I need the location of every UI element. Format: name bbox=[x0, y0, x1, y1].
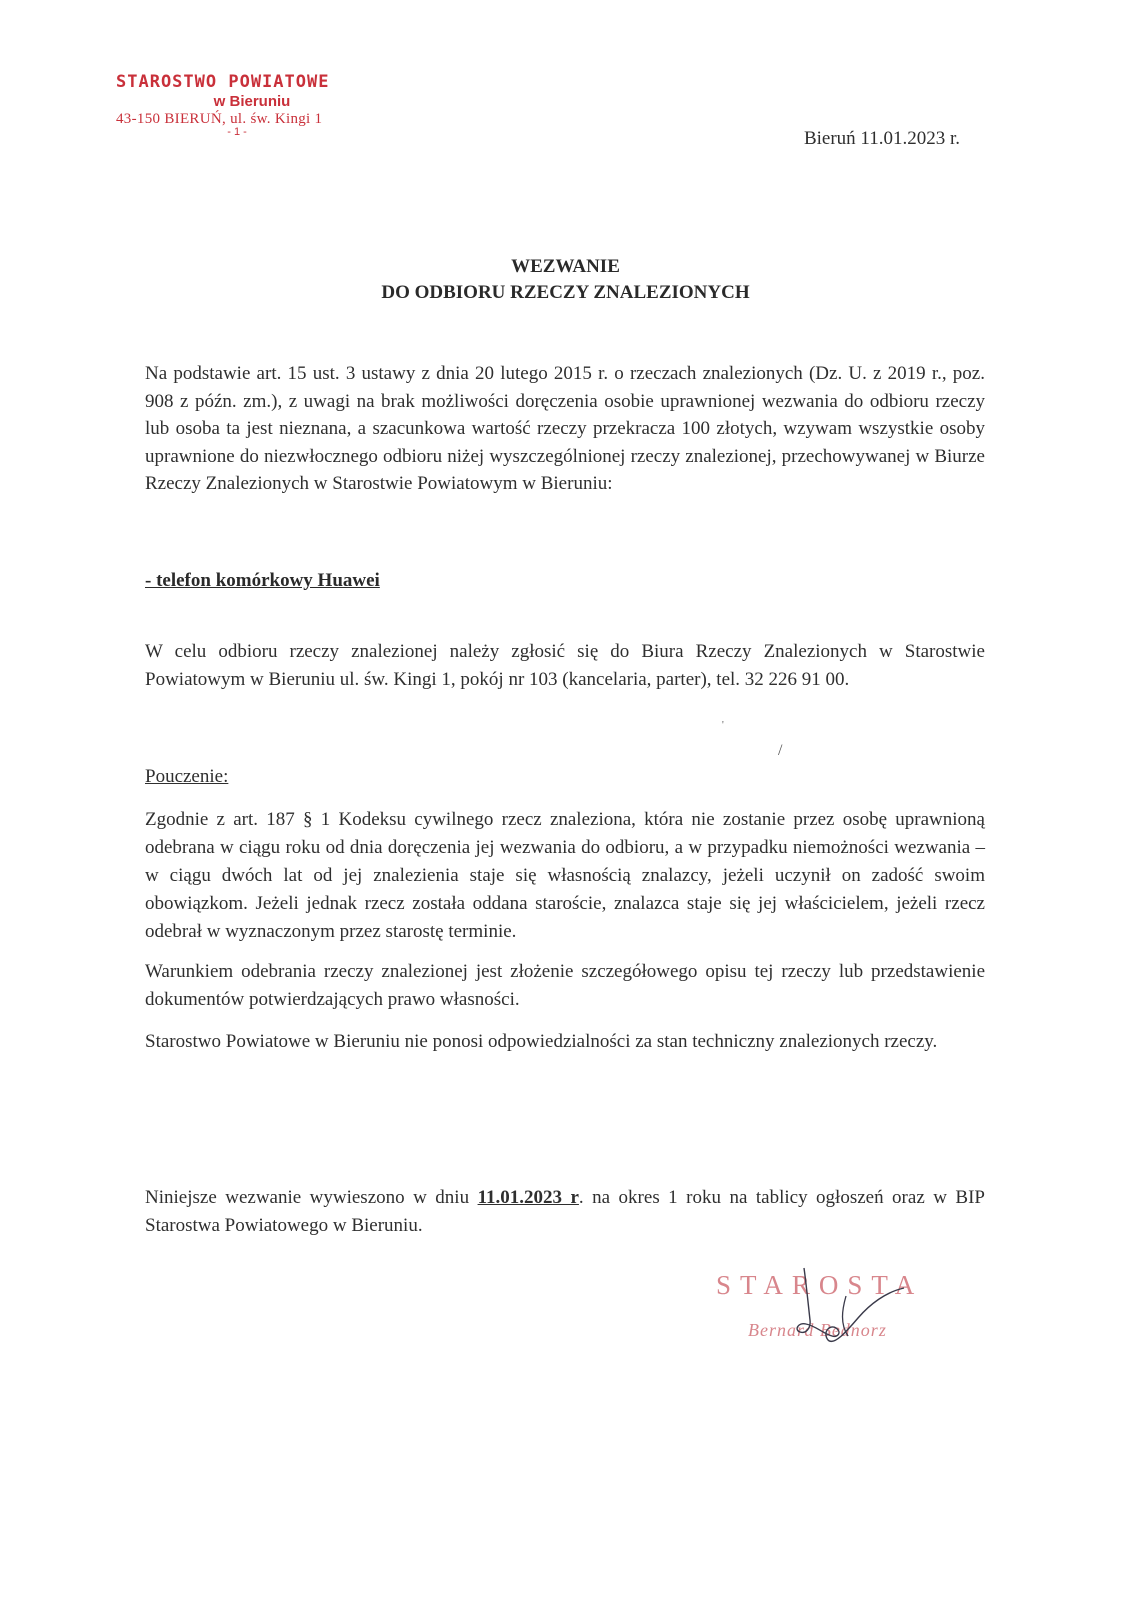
found-item: - telefon komórkowy Huawei bbox=[145, 570, 380, 591]
signature-name: Bernard Bednorz bbox=[748, 1320, 887, 1340]
instruction-heading: Pouczenie: bbox=[145, 766, 229, 787]
notice-text-after: . na okres 1 roku na tablicy ogłoszeń oraz w BIP Starostwa Powiatowego w Bieruniu. bbox=[145, 1187, 985, 1236]
scan-mark: / bbox=[778, 742, 783, 759]
condition-paragraph: Warunkiem odebrania rzeczy znalezionej jest złożenie szczegółowego opisu tej rzeczy lub przedstawienie dokumentów potwierdzających prawo własności. bbox=[145, 961, 985, 1010]
document-subtitle: DO ODBIORU RZECZY ZNALEZIONYCH bbox=[381, 282, 750, 303]
document-date: Bieruń 11.01.2023 r. bbox=[803, 128, 960, 149]
notice-date: 11.01.2023 r bbox=[477, 1187, 579, 1208]
law-paragraph: Zgodnie z art. 187 § 1 Kodeksu cywilnego rzecz znaleziona, która nie zostanie przez osobę uprawnioną odebrana w ciągu roku od dnia doręczenia jej wezwania do odbioru, a w przypadku niemożności wezwania – w ciągu dwóch lat od jej znalezienia staje się własnością znalazcy, jeżeli uczynił on zadość swoim obowiązkom. Jeżeli jednak rzecz została oddana staroście, znalazca staje się jej właścicielem, jeżeli rzecz odebrał w wyznaczonym przez starostę terminie. bbox=[145, 809, 985, 942]
stamp-line-1: STAROSTWO POWIATOWE bbox=[116, 72, 330, 92]
liability-paragraph: Starostwo Powiatowe w Bieruniu nie ponosi odpowiedzialności za stan techniczny znalezionych rzeczy. bbox=[145, 1031, 938, 1052]
document-title: WEZWANIE bbox=[511, 256, 620, 277]
scan-mark: ' bbox=[722, 720, 724, 731]
handwritten-signature bbox=[776, 1262, 956, 1362]
office-stamp bbox=[116, 74, 376, 139]
signature-title: STAROSTA bbox=[716, 1270, 924, 1300]
posting-notice bbox=[145, 1184, 985, 1239]
collection-paragraph: W celu odbioru rzeczy znalezionej należy zgłosić się do Biura Rzeczy Znalezionych w Starostwie Powiatowym w Bieruniu ul. św. Kingi 1, pokój nr 103 (kancelaria, parter), tel. 32 226 91 00. bbox=[145, 641, 985, 690]
stamp-line-3: 43-150 BIERUŃ, ul. św. Kingi 1 bbox=[116, 110, 323, 127]
stamp-line-4: - 1 - bbox=[227, 126, 247, 139]
stamp-line-2: w Bieruniu bbox=[213, 92, 291, 110]
signature-stamp bbox=[716, 1262, 966, 1362]
intro-paragraph: Na podstawie art. 15 ust. 3 ustawy z dnia 20 lutego 2015 r. o rzeczach znalezionych (Dz. U. z 2019 r., poz. 908 z późn. zm.), z uwagi na brak możliwości doręczenia osobie uprawnionej wezwania do odbioru rzeczy lub osoba ta jest nieznana, a szacunkowa wartość rzeczy przekracza 100 złotych, wzywam wszystkie osoby uprawnione do niezwłocznego odbioru niżej wyszczególnionej rzeczy znalezionej, przechowywanej w Biurze Rzeczy Znalezionych w Starostwie Powiatowym w Bieruniu: bbox=[145, 363, 985, 495]
notice-text-before: Niniejsze wezwanie wywieszono w dniu bbox=[145, 1187, 478, 1208]
